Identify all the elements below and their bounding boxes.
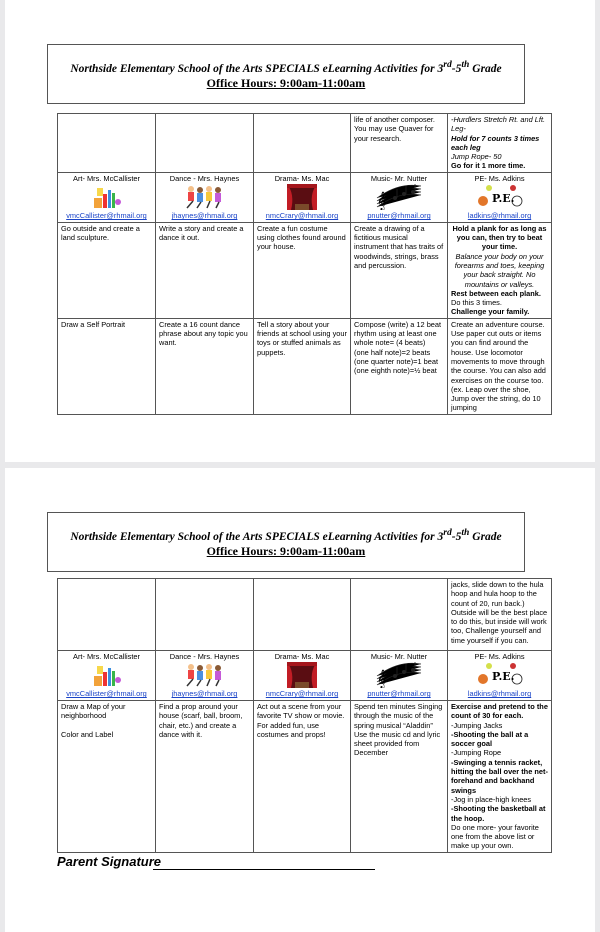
table-cell [58,579,156,651]
email-link-art[interactable]: vmcCallister@rhmail.org [66,689,147,699]
table-cell [156,114,254,173]
teacher-cell-drama: Drama- Ms. Mac nmcCrary@rhmail.org [254,172,351,222]
table-cell: Exercise and pretend to the count of 30 for each. -Jumping Jacks -Shooting the ball at a soccer goal -Jumping Rope -Swinging a tennis racket, hitting the ball over the net- forehand and backhand swings -Jog in place-high knees -Shooting the basketball at the hoop. Do one more- your favorite one from the above list or make up your own. [448,701,552,853]
teacher-row [58,651,552,701]
parent-signature-label: Parent Signature [57,854,162,869]
table-cell: Draw a Self Portrait [58,318,156,414]
activity-table [57,113,552,415]
teacher-cell-art: Art- Mrs. McCallister vmcCallister@rhmail.org [58,172,156,222]
art-supplies-icon [61,183,152,211]
svg-text:P.E.: P.E. [491,192,514,206]
table-cell [58,114,156,173]
teacher-row [58,172,552,222]
table-cell: Spend ten minutes Singing through the music of the spring musical “Aladdin” Use the music cd and lyric sheet provided from December [351,701,448,853]
svg-text:𝄞: 𝄞 [377,669,387,689]
table-cell: Write a story and create a dance it out. [156,222,254,318]
page-1 [5,0,595,462]
table-cell: Act out a scene from your favorite TV show or movie. For added fun, use costumes and props! [254,701,351,853]
teacher-cell-pe: PE- Ms. Adkins P.E. ladkins@rhmail.org [448,172,552,222]
svg-text:𝄞: 𝄞 [377,191,387,211]
table-cell: life of another composer. You may use Quaver for your research. [351,114,448,173]
page-2 [5,468,595,932]
teacher-cell-music: Music- Mr. Nutter 𝄞 pnutter@rhmail.org [351,651,448,701]
table-row [58,701,552,853]
teacher-cell-dance: Dance - Mrs. Haynes jhaynes@rhmail.org [156,172,254,222]
table-cell: Tell a story about your friends at school using your toys or stuffed animals as puppets. [254,318,351,414]
dancing-kids-icon [159,183,250,211]
theater-stage-icon [257,183,347,211]
art-supplies-icon [61,661,152,689]
teacher-cell-dance: Dance - Mrs. Haynes jhaynes@rhmail.org [156,651,254,701]
table-cell [156,579,254,651]
signature-line[interactable] [153,869,375,870]
teacher-cell-drama: Drama- Ms. Mac nmcCrary@rhmail.org [254,651,351,701]
header-title: Northside Elementary School of the Arts SPECIALS eLearning Activities for 3rd-5th Grade [70,527,502,543]
table-cell: Create a drawing of a fictitious musical instrument that has traits of woodwinds, strings, brass and percussion. [351,222,448,318]
music-staff-icon [354,661,444,689]
pe-sports-icon [451,183,548,211]
email-link-drama[interactable]: nmcCrary@rhmail.org [265,211,339,221]
theater-stage-icon [257,661,347,689]
table-cell: jacks, slide down to the hula hoop and hula hoop to the count of 20, run back.) Outside will be the best place to do this, but inside will work too, Challenge yourself and time yourself if you can. [448,579,552,651]
table-cell: Go outside and create a land sculpture. [58,222,156,318]
table-cell: -Hurdlers Stretch Rt. and Lft. Leg- Hold for 7 counts 3 times each leg Jump Rope- 50 Go for it 1 more time. [448,114,552,173]
email-link-pe[interactable]: ladkins@rhmail.org [467,689,532,699]
header-title: Northside Elementary School of the Arts SPECIALS eLearning Activities for 3rd-5th Grade [70,59,502,75]
table-row [58,318,552,414]
email-link-dance[interactable]: jhaynes@rhmail.org [171,689,238,699]
table-cell: Find a prop around your house (scarf, ball, broom, chair, etc.) and create a dance with it. [156,701,254,853]
table-cell [254,579,351,651]
music-staff-icon [354,183,444,211]
table-row [58,579,552,651]
email-link-drama[interactable]: nmcCrary@rhmail.org [265,689,339,699]
table-cell: Hold a plank for as long as you can, then try to beat your time. Balance your body on your forearms and toes, keeping your back straight. No mountains or valleys. Rest between each plank. Do this 3 times. Challenge your family. [448,222,552,318]
email-link-dance[interactable]: jhaynes@rhmail.org [171,211,238,221]
table-cell: Draw a Map of your neighborhood Color and Label [58,701,156,853]
table-cell [351,579,448,651]
dancing-kids-icon [159,661,250,689]
email-link-music[interactable]: pnutter@rhmail.org [367,211,431,221]
teacher-cell-art: Art- Mrs. McCallister vmcCallister@rhmail.org [58,651,156,701]
table-row [58,114,552,173]
table-cell [254,114,351,173]
pe-sports-icon [451,661,548,689]
office-hours: Office Hours: 9:00am-11:00am [206,543,366,558]
email-link-pe[interactable]: ladkins@rhmail.org [467,211,532,221]
table-cell: Create a 16 count dance phrase about any topic you want. [156,318,254,414]
email-link-music[interactable]: pnutter@rhmail.org [367,689,431,699]
email-link-art[interactable]: vmcCallister@rhmail.org [66,211,147,221]
page-header [47,44,525,104]
teacher-cell-pe: PE- Ms. Adkins P.E. ladkins@rhmail.org [448,651,552,701]
svg-text:P.E.: P.E. [491,670,514,684]
table-cell: Create an adventure course. Use paper cut outs or items you can find around the house. Use locomotor movements to move through the course. You can also add exercises on the course too.(ex. Leap over the shoe, Jump over the string, do 10 jumping [448,318,552,414]
table-cell: Create a fun costume using clothes found around your house. [254,222,351,318]
teacher-cell-music: Music- Mr. Nutter 𝄞 pnutter@rhmail.org [351,172,448,222]
office-hours: Office Hours: 9:00am-11:00am [206,75,366,90]
page-header [47,512,525,572]
table-cell: Compose (write) a 12 beat rhythm using at least one whole note= (4 beats) (one half note)=2 beats (one quarter note)=1 beat (one eighth note)=½ beat [351,318,448,414]
activity-table [57,578,552,853]
table-row [58,222,552,318]
